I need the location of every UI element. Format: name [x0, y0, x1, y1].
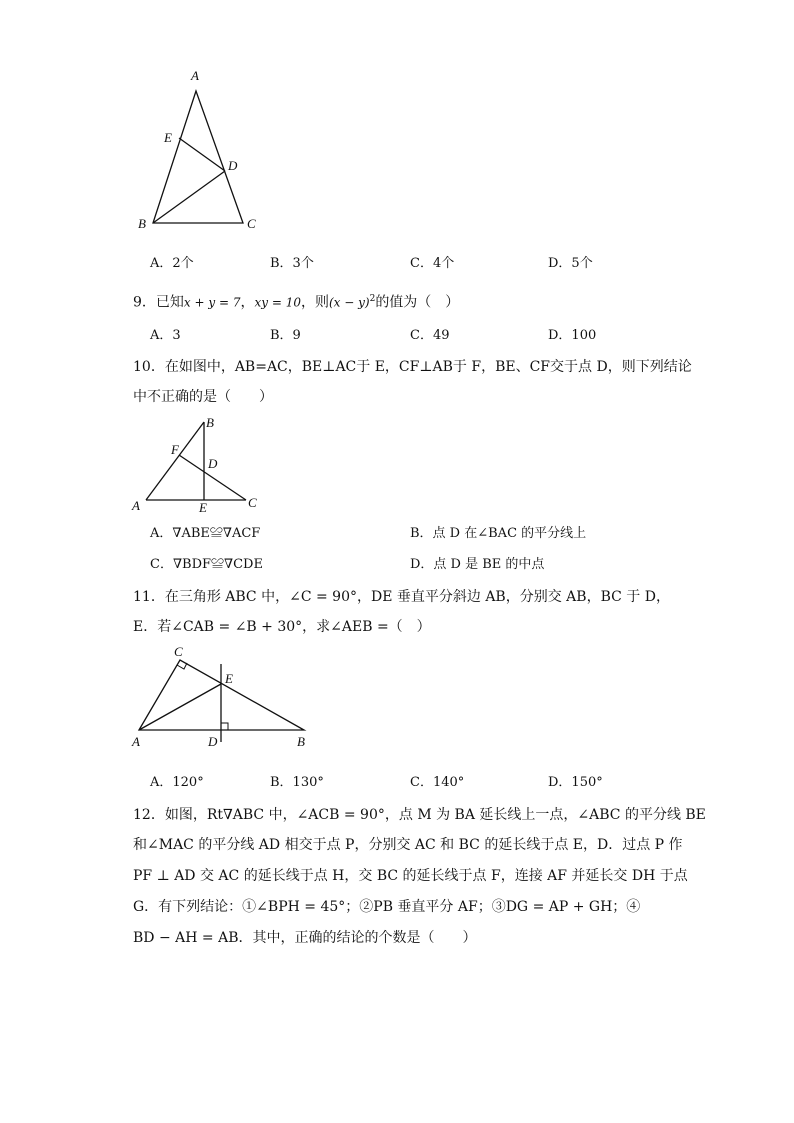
fig1-label-d: D — [228, 158, 238, 173]
q8-option-d: D．5个 — [548, 256, 593, 271]
q9-sup: 2 — [369, 294, 376, 304]
q9-option-d: D．100 — [548, 328, 597, 343]
q9-prefix: 9．已知 — [133, 294, 184, 311]
q10-option-b: B．点 D 在∠BAC 的平分线上 — [410, 526, 587, 541]
fig1-label-b: B — [138, 216, 146, 231]
q10-option-a: A．∇ABE≌∇ACF — [150, 526, 261, 541]
fig2-label-a: A — [132, 498, 140, 513]
q8-option-b: B．3个 — [270, 256, 314, 271]
q12-line-3: PF ⊥ AD 交 AC 的延长线于点 H，交 BC 的延长线于点 F，连接 AF 并延长交 DH 于点 — [133, 868, 688, 884]
fig1-label-c: C — [247, 216, 256, 231]
q11-option-b: B．130° — [270, 775, 324, 790]
q11-line-1: 11．在三角形 ABC 中，∠C = 90°，DE 垂直平分斜边 AB，分别交 AB，BC 于 D， — [133, 589, 670, 605]
fig2-label-e: E — [199, 500, 207, 515]
fig2-label-d: D — [208, 456, 218, 471]
q10-line-2: 中不正确的是（ ） — [133, 389, 273, 405]
q9-expr2: xy = 10 — [254, 295, 301, 310]
q11-option-a: A．120° — [150, 775, 204, 790]
q10-option-c: C．∇BDF≌∇CDE — [150, 557, 263, 572]
q9-suffix: 的值为（ ） — [375, 294, 460, 311]
fig2-label-b: B — [206, 415, 214, 430]
q9-option-c: C．49 — [410, 328, 450, 343]
fig1-label-a: A — [191, 68, 199, 83]
triangle-figure-3 — [128, 642, 318, 752]
q9-mid: ，则 — [300, 294, 329, 311]
triangle-figure-1 — [130, 65, 270, 240]
q12-line-1: 12．如图，Rt∇ABC 中，∠ACB = 90°，点 M 为 BA 延长线上一点，∠ABC 的平分线 BE — [133, 807, 706, 823]
q9-sep: ， — [240, 294, 255, 311]
q9-question — [133, 291, 459, 311]
fig1-label-e: E — [164, 130, 172, 145]
q11-line-2: E．若∠CAB = ∠B + 30°，求∠AEB =（ ） — [133, 619, 431, 635]
fig3-label-c: C — [174, 644, 183, 659]
q9-option-a: A．3 — [150, 328, 181, 343]
fig3-label-e: E — [225, 671, 233, 686]
q11-option-c: C．140° — [410, 775, 465, 790]
q10-line-1: 10．在如图中，AB=AC，BE⊥AC于 E，CF⊥AB于 F，BE、CF交于点 D，则下列结论 — [133, 359, 692, 375]
fig3-label-a: A — [132, 734, 140, 749]
fig3-label-d: D — [208, 734, 218, 749]
q8-option-a: A．2个 — [150, 256, 194, 271]
q12-line-4: G．有下列结论：①∠BPH = 45°；②PB 垂直平分 AF；③DG = AP + GH；④ — [133, 899, 641, 915]
q9-expr1: x + y = 7 — [183, 295, 241, 310]
q10-option-d: D．点 D 是 BE 的中点 — [410, 557, 545, 572]
q12-line-2: 和∠MAC 的平分线 AD 相交于点 P，分别交 AC 和 BC 的延长线于点 E，D．过点 P 作 — [133, 837, 683, 853]
triangle-figure-2 — [128, 412, 268, 518]
q8-option-c: C．4个 — [410, 256, 455, 271]
q9-option-b: B．9 — [270, 328, 301, 343]
fig2-label-f: F — [171, 442, 179, 457]
fig2-label-c: C — [248, 495, 257, 510]
q11-option-d: D．150° — [548, 775, 603, 790]
q12-line-5: BD − AH = AB．其中，正确的结论的个数是（ ） — [133, 930, 477, 946]
fig3-label-b: B — [297, 734, 305, 749]
q9-expr3: (x − y) — [328, 295, 370, 310]
